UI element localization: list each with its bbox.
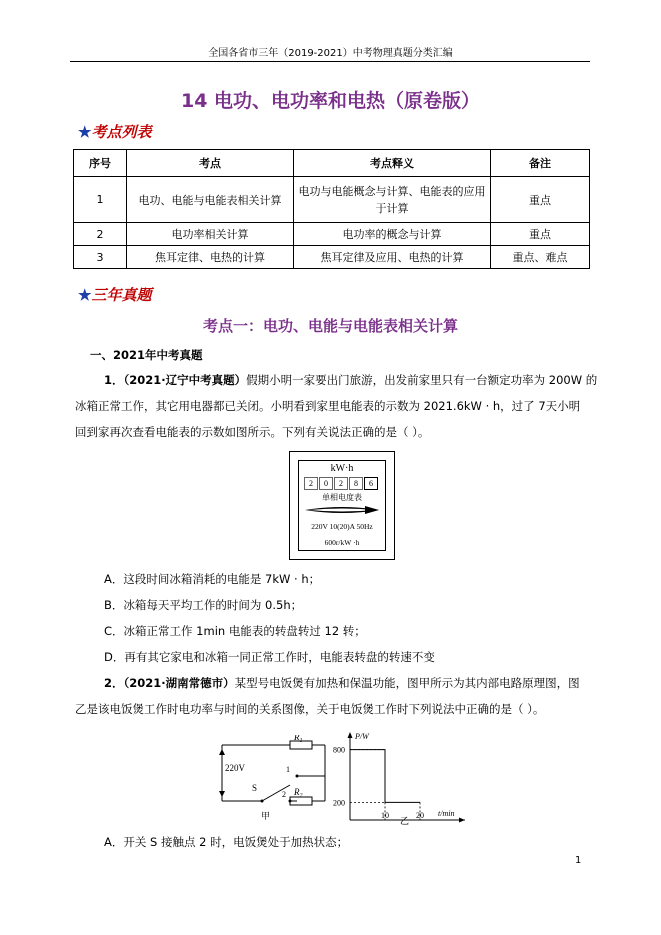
- page-number: 1: [575, 855, 582, 866]
- contact-2-dot: [289, 800, 292, 803]
- voltage-label: 220V: [225, 763, 245, 773]
- table-cell: 1: [74, 177, 127, 223]
- contact-1-dot: [296, 775, 299, 778]
- voltage-down-arrow-icon: [219, 791, 225, 797]
- meter-rate: 600r/kW ·h: [324, 538, 360, 547]
- figure-label-jia: 甲: [261, 812, 271, 822]
- star-icon: ★: [78, 123, 92, 141]
- question-1-line-3: 回到家再次查看电能表的示数如图所示。下列有关说法正确的是（ ）。: [75, 425, 430, 439]
- y-axis-label: P/W: [355, 732, 369, 741]
- topic-heading: 考点一：电功、电能与电能表相关计算: [202, 317, 458, 335]
- table-row: [74, 246, 590, 269]
- meter-digit: 8: [349, 477, 363, 490]
- table-header-cell: 考点释义: [294, 150, 491, 177]
- table-cell: 焦耳定律及应用、电热的计算: [294, 246, 491, 269]
- option-d: D．再有其它家电和冰箱一同正常工作时，电能表转盘的转速不变: [104, 650, 435, 664]
- resistor-r2-label: $R_2$: [294, 787, 303, 799]
- option-b: B．冰箱每天平均工作的时间为 0.5h；: [104, 598, 303, 612]
- x-axis-label: t/min: [438, 809, 455, 818]
- subsection-title: 一、2021年中考真题: [90, 348, 203, 362]
- switch-label: S: [252, 783, 258, 793]
- table-cell: 重点: [491, 223, 590, 246]
- question-2-option-a: A．开关 S 接触点 2 时，电饭煲处于加热状态；: [104, 835, 349, 849]
- star-icon: ★: [78, 286, 92, 304]
- x-tick-label: 20: [416, 811, 424, 820]
- table-header-cell: 序号: [74, 150, 127, 177]
- switch-pivot-dot: [261, 800, 264, 803]
- question-2-line-1: [104, 671, 580, 695]
- resistor-r1-label: $R_1$: [294, 735, 303, 744]
- meter-digit: 2: [304, 477, 318, 490]
- meter-digits: [304, 477, 379, 490]
- power-series-line: [350, 750, 420, 803]
- y-axis-arrow-icon: [348, 732, 353, 738]
- topic-table: [73, 149, 590, 269]
- meter-panel: [298, 460, 386, 551]
- contact-1-label: 1: [286, 765, 290, 774]
- header-divider: [70, 61, 590, 62]
- section-label: 考点列表: [91, 123, 152, 141]
- y-tick-label: 200: [333, 798, 345, 808]
- question-text: 某型号电饭煲有加热和保温功能，图甲所示为其内部电路原理图，图: [234, 676, 580, 690]
- meter-spec: 220V 10(20)A 50Hz: [311, 522, 373, 531]
- meter-digit: 2: [334, 477, 348, 490]
- table-cell: 重点: [491, 177, 590, 223]
- table-cell: 2: [74, 223, 127, 246]
- section-heading-list: [78, 121, 151, 142]
- option-a: A．这段时间冰箱消耗的电能是 7kW · h；: [104, 572, 321, 586]
- meter-disc-icon: [303, 504, 381, 516]
- figure-label-yi: 乙: [400, 817, 410, 827]
- electric-meter-figure: [289, 451, 395, 560]
- section-label: 三年真题: [91, 286, 152, 304]
- section-heading-exams: [78, 284, 151, 305]
- question-source: 2．（2021·湖南常德市）: [104, 676, 235, 690]
- table-cell: 重点、难点: [491, 246, 590, 269]
- y-tick-label: 800: [333, 745, 345, 755]
- question-1-line-1: [104, 368, 604, 392]
- document-title: 14 电功、电功率和电热（原卷版）: [180, 90, 481, 112]
- circuit-diagram: [212, 735, 337, 825]
- chart-series: [350, 750, 420, 820]
- page-header: 全国各省市三年（2019-2021）中考物理真题分类汇编: [208, 48, 453, 59]
- table-cell: 电功率的概念与计算: [294, 223, 491, 246]
- question-source: 1．（2021·辽宁中考真题）: [104, 373, 247, 387]
- x-axis-arrow-icon: [459, 818, 465, 823]
- meter-unit: kW·h: [330, 463, 354, 474]
- question-text: 假期小明一家要出门旅游，出发前家里只有一台额定功率为 200W 的: [246, 373, 598, 387]
- table-header-cell: 备注: [491, 150, 590, 177]
- contact-2-label: 2: [282, 790, 286, 799]
- meter-digit-decimal: 6: [364, 477, 378, 490]
- question-1-line-2: 冰箱正常工作，其它用电器都已关闭。小明看到家里电能表的示数为 2021.6kW · h，过了 7天小明: [75, 399, 581, 413]
- table-cell: 焦耳定律、电热的计算: [127, 246, 294, 269]
- option-c: C．冰箱正常工作 1min 电能表的转盘转过 12 转；: [104, 624, 366, 638]
- x-tick-label: 10: [381, 811, 389, 820]
- table-cell: 电功与电能概念与计算、电能表的应用于计算: [294, 177, 491, 223]
- table-cell: 3: [74, 246, 127, 269]
- question-2-line-2: 乙是该电饭煲工作时电功率与时间的关系图像，关于电饭煲工作时下列说法中正确的是（ ）。: [75, 702, 545, 716]
- table-cell: 电功率相关计算: [127, 223, 294, 246]
- table-header-cell: 考点: [127, 150, 294, 177]
- table-row: [74, 177, 590, 223]
- table-row: [74, 223, 590, 246]
- meter-name: 单相电度表: [322, 493, 362, 502]
- table-header-row: [74, 150, 590, 177]
- table-cell: 电功、电能与电能表相关计算: [127, 177, 294, 223]
- voltage-up-arrow-icon: [219, 749, 225, 755]
- meter-digit: 0: [319, 477, 333, 490]
- power-time-graph: [325, 728, 470, 828]
